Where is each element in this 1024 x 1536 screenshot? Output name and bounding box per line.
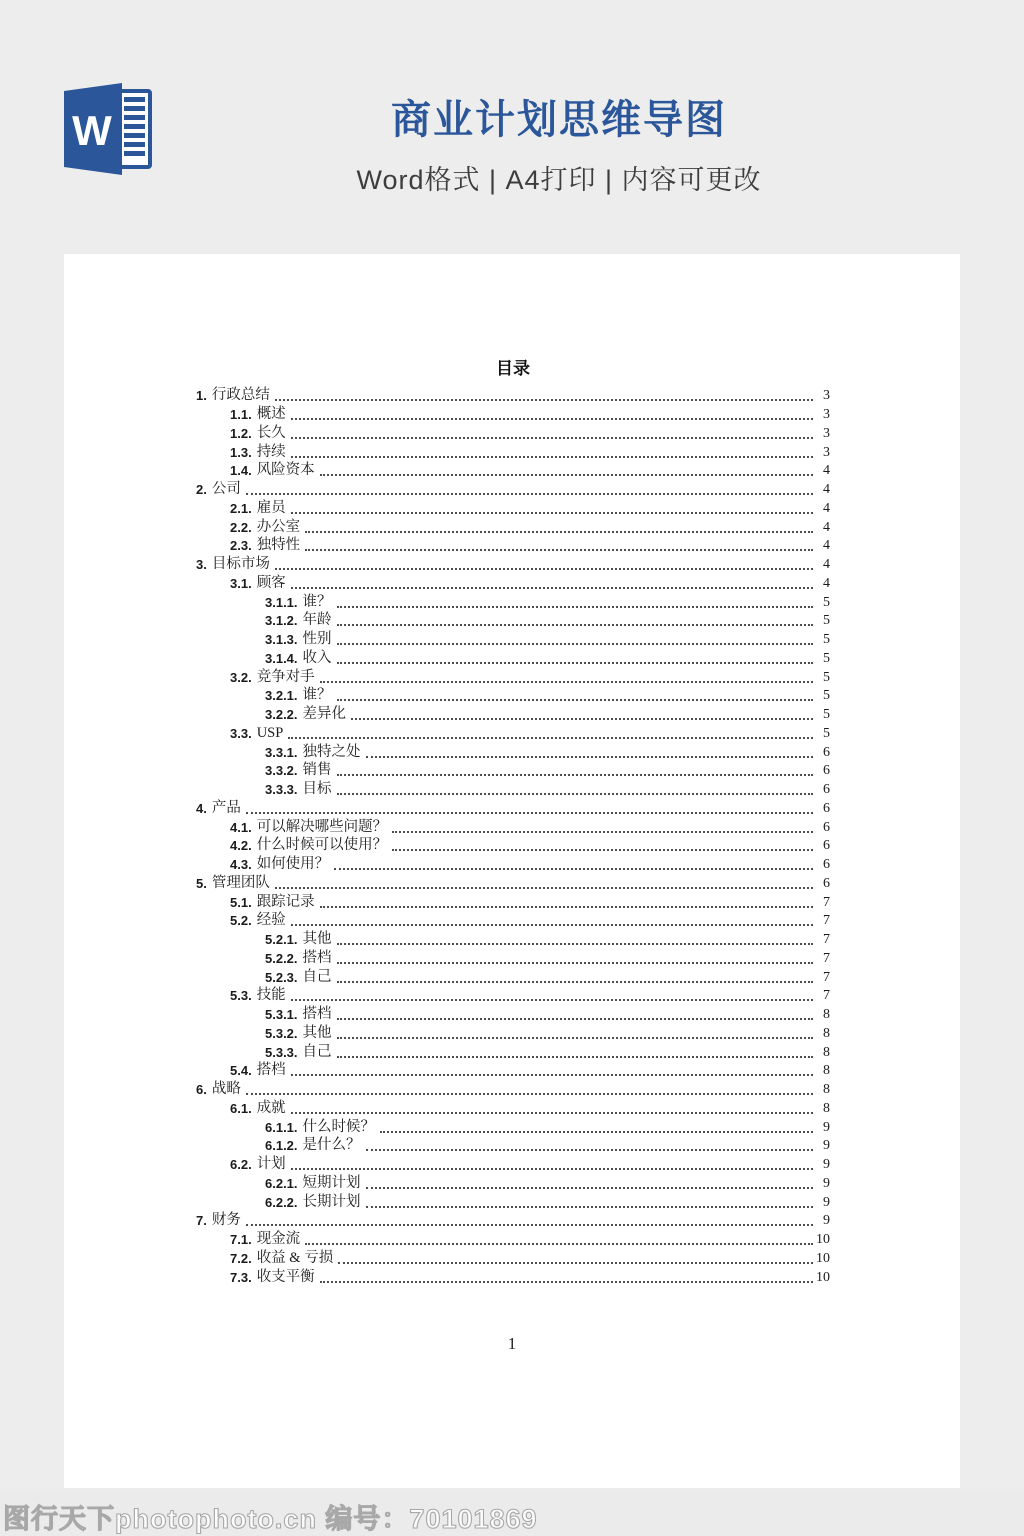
toc-entry-label: 差异化 <box>302 706 347 722</box>
toc-entry-label: 现金流 <box>256 1231 301 1247</box>
toc-entry-number: 5.2. <box>230 913 252 929</box>
toc-entry-page: 9 <box>823 1175 830 1191</box>
toc-leader-dots <box>291 1112 813 1114</box>
toc-entry-label: 竞争对手 <box>256 668 315 685</box>
page-number: 1 <box>507 1334 517 1353</box>
toc-entry <box>196 742 830 761</box>
toc-entry <box>196 1080 830 1099</box>
toc-entry <box>196 405 830 424</box>
toc-entry-page: 5 <box>823 707 830 722</box>
toc-entry-label: 如何使用？ <box>256 856 330 872</box>
toc-leader-dots <box>320 681 813 683</box>
toc-entry-label: 成就 <box>256 1099 286 1116</box>
toc-entry-page: 7 <box>823 969 830 985</box>
toc-entry <box>196 1061 830 1080</box>
toc-leader-dots <box>275 399 813 401</box>
toc-entry-number: 5.2.2. <box>265 950 298 966</box>
toc-leader-dots <box>291 456 813 458</box>
toc-entry-page: 8 <box>823 1044 830 1060</box>
toc-entry <box>196 855 830 874</box>
toc-leader-dots <box>392 831 813 833</box>
toc-entry-number: 3.3.1. <box>265 744 298 760</box>
toc-leader-dots <box>351 718 813 720</box>
toc-leader-dots <box>337 1018 813 1020</box>
toc-entry <box>196 1024 830 1043</box>
toc-entry-label: 谁？ <box>302 593 332 610</box>
toc-entry-label: 搭档 <box>302 1006 332 1022</box>
toc-leader-dots <box>291 418 813 420</box>
toc-entry-label: 经验 <box>256 912 286 929</box>
toc-entry-page: 6 <box>823 819 830 835</box>
toc-entry <box>196 574 830 593</box>
toc-entry-label: 自己 <box>302 1043 332 1060</box>
toc-entry <box>196 667 830 686</box>
toc-entry-page: 4 <box>823 482 830 497</box>
toc-entry-label: 跟踪记录 <box>256 893 315 910</box>
toc-entry-number: 7.3. <box>230 1269 252 1285</box>
toc-entry <box>196 555 830 574</box>
toc-entry-number: 5.2.1. <box>265 932 298 947</box>
toc-leader-dots <box>337 774 813 776</box>
toc-entry-number: 3.2.1. <box>265 688 298 704</box>
toc-entry <box>196 724 830 743</box>
toc-entry <box>196 1174 830 1193</box>
toc-entry <box>196 986 830 1005</box>
toc-entry-page: 5 <box>823 669 830 685</box>
toc-entry <box>196 892 830 911</box>
toc-leader-dots <box>246 812 813 814</box>
toc-entry-number: 3.3.2. <box>265 763 298 779</box>
toc-entry-page: 6 <box>823 782 830 797</box>
toc-entry-number: 1. <box>196 388 207 404</box>
toc-entry-number: 5.4. <box>230 1063 252 1079</box>
toc-entry-page: 7 <box>823 913 830 929</box>
toc-entry-page: 6 <box>823 857 830 872</box>
toc-entry-page: 8 <box>823 1025 830 1041</box>
toc-entry-label: 办公室 <box>256 518 301 535</box>
toc-entry-number: 5.1. <box>230 894 252 910</box>
page-title: 商业计划思维导图 <box>391 98 727 142</box>
toc-entry-label: 谁？ <box>302 687 332 704</box>
toc-entry-label: 收入 <box>302 649 332 666</box>
toc-leader-dots <box>288 737 813 739</box>
toc-leader-dots <box>337 943 813 945</box>
toc-leader-dots <box>337 793 813 795</box>
toc-leader-dots <box>380 1131 813 1133</box>
toc-entry-label: 长期计划 <box>302 1193 361 1210</box>
toc-entry-number: 4.3. <box>230 857 252 872</box>
toc-entry-page: 8 <box>823 1063 830 1079</box>
toc-entry-page: 6 <box>823 838 830 854</box>
toc-leader-dots <box>291 1168 813 1170</box>
toc-entry-page: 9 <box>823 1138 830 1154</box>
toc-entry-label: 性别 <box>302 631 332 647</box>
toc-leader-dots <box>337 606 813 608</box>
toc-entry <box>196 949 830 968</box>
toc-entry-number: 6.1.1. <box>265 1119 298 1135</box>
toc-entry-page: 4 <box>823 463 830 479</box>
toc-entry <box>196 686 830 705</box>
toc-leader-dots <box>305 549 813 551</box>
toc-entry-page: 10 <box>816 1232 830 1247</box>
page-subtitle: Word格式 | A4打印 | 内容可更改 <box>356 165 762 195</box>
toc-list <box>196 386 830 1286</box>
toc-entry-label: 行政总结 <box>211 387 270 404</box>
toc-entry-label: 什么时候？ <box>302 1118 376 1135</box>
toc-entry-label: 其他 <box>302 931 332 947</box>
toc-leader-dots <box>320 1281 813 1283</box>
toc-leader-dots <box>291 999 813 1001</box>
toc-entry <box>196 780 830 799</box>
toc-entry-label: 独特性 <box>256 537 301 554</box>
toc-entry-number: 3.1.2. <box>265 613 298 629</box>
toc-leader-dots <box>366 1206 813 1208</box>
toc-entry-label: 概述 <box>256 406 286 422</box>
toc-entry-page: 9 <box>823 1194 830 1210</box>
toc-entry-number: 5.3.2. <box>265 1025 298 1041</box>
toc-leader-dots <box>246 493 813 495</box>
toc-entry-label: 计划 <box>256 1156 286 1172</box>
toc-entry-number: 7.1. <box>230 1232 252 1247</box>
toc-entry-label: 顾客 <box>256 574 286 591</box>
toc-entry-label: 风险资本 <box>256 462 315 479</box>
toc-entry <box>196 761 830 780</box>
toc-leader-dots <box>246 1093 813 1095</box>
toc-entry <box>196 461 830 480</box>
toc-entry-label: 什么时候可以使用？ <box>256 837 388 854</box>
table-of-contents <box>196 354 830 1286</box>
toc-entry <box>196 424 830 443</box>
toc-entry-page: 3 <box>823 425 830 441</box>
toc-entry-number: 2.1. <box>230 500 252 516</box>
toc-leader-dots <box>291 924 813 926</box>
toc-entry-page: 5 <box>823 725 830 741</box>
toc-entry-label: 自己 <box>302 968 332 985</box>
toc-entry <box>196 611 830 630</box>
toc-leader-dots <box>337 699 813 701</box>
toc-entry <box>196 386 830 405</box>
toc-entry-number: 4. <box>196 800 207 816</box>
toc-entry-page: 3 <box>823 407 830 422</box>
toc-entry-number: 3. <box>196 557 207 572</box>
toc-entry <box>196 1005 830 1024</box>
toc-entry-label: 可以解决哪些问题？ <box>256 818 388 835</box>
toc-leader-dots <box>366 1187 813 1189</box>
toc-entry <box>196 911 830 930</box>
toc-entry <box>196 1192 830 1211</box>
toc-entry-label: 目标 <box>302 781 332 797</box>
word-w-letter: W <box>72 107 112 154</box>
toc-entry-number: 4.2. <box>230 838 252 854</box>
toc-leader-dots <box>305 531 813 533</box>
toc-entry-page: 5 <box>823 688 830 704</box>
toc-title: 目录 <box>496 359 530 378</box>
watermark-text: 图行天下photophoto.cn 编号：70101869 <box>3 1504 538 1534</box>
toc-entry-label: 收益 & 亏损 <box>256 1249 334 1266</box>
toc-entry <box>196 1155 830 1174</box>
toc-leader-dots <box>334 868 813 870</box>
toc-leader-dots <box>291 437 813 439</box>
toc-entry-label: 目标市场 <box>211 556 270 572</box>
toc-entry-label: 独特之处 <box>302 743 361 760</box>
toc-entry-label: 年龄 <box>302 612 332 629</box>
toc-entry-page: 5 <box>823 632 830 647</box>
toc-entry-number: 1.2. <box>230 425 252 441</box>
toc-entry-label: 管理团队 <box>211 874 270 891</box>
toc-entry <box>196 592 830 611</box>
toc-entry-number: 5.3. <box>230 988 252 1004</box>
toc-leader-dots <box>320 906 813 908</box>
toc-leader-dots <box>275 887 813 889</box>
toc-entry-page: 5 <box>823 650 830 666</box>
toc-entry-page: 5 <box>823 594 830 610</box>
toc-entry-label: USP <box>256 724 284 741</box>
toc-entry-page: 7 <box>823 932 830 947</box>
toc-leader-dots <box>338 1262 813 1264</box>
toc-entry-label: 持续 <box>256 443 286 460</box>
toc-entry-label: 是什么？ <box>302 1137 361 1154</box>
toc-entry-page: 6 <box>823 875 830 891</box>
toc-entry-number: 6.1.2. <box>265 1138 298 1154</box>
toc-entry-number: 1.1. <box>230 407 252 422</box>
toc-entry-page: 6 <box>823 744 830 760</box>
toc-entry <box>196 967 830 986</box>
toc-entry <box>196 536 830 555</box>
toc-leader-dots <box>337 1056 813 1058</box>
toc-entry-number: 6.2.1. <box>265 1175 298 1191</box>
toc-entry-number: 5.3.3. <box>265 1044 298 1060</box>
toc-entry-page: 7 <box>823 950 830 966</box>
toc-entry-page: 6 <box>823 763 830 779</box>
toc-entry-number: 3.1. <box>230 575 252 591</box>
toc-entry-number: 1.3. <box>230 444 252 460</box>
toc-leader-dots <box>366 756 813 758</box>
toc-entry <box>196 1117 830 1136</box>
toc-leader-dots <box>337 1037 813 1039</box>
toc-entry-page: 7 <box>823 894 830 910</box>
toc-leader-dots <box>246 1224 813 1226</box>
toc-leader-dots <box>320 474 813 476</box>
toc-leader-dots <box>275 568 813 570</box>
toc-entry-label: 技能 <box>256 987 286 1004</box>
toc-entry-number: 7.2. <box>230 1250 252 1266</box>
toc-entry-page: 10 <box>816 1250 830 1266</box>
toc-entry-page: 10 <box>816 1269 830 1285</box>
toc-entry-number: 6.1. <box>230 1100 252 1116</box>
toc-leader-dots <box>337 624 813 626</box>
toc-entry-page: 5 <box>823 613 830 629</box>
toc-leader-dots <box>337 662 813 664</box>
toc-entry-label: 雇员 <box>256 499 286 516</box>
toc-entry-label: 其他 <box>302 1024 332 1041</box>
toc-entry <box>196 1042 830 1061</box>
toc-entry-number: 5. <box>196 875 207 891</box>
toc-entry-page: 9 <box>823 1213 830 1229</box>
toc-entry <box>196 1099 830 1118</box>
toc-entry-label: 销售 <box>302 762 332 779</box>
toc-entry-label: 搭档 <box>302 949 332 966</box>
toc-entry-label: 搭档 <box>256 1062 286 1079</box>
toc-leader-dots <box>366 1149 813 1151</box>
toc-leader-dots <box>291 1074 813 1076</box>
toc-leader-dots <box>392 849 813 851</box>
toc-leader-dots <box>291 512 813 514</box>
toc-entry-number: 3.2. <box>230 669 252 685</box>
toc-entry-page: 7 <box>823 988 830 1004</box>
toc-entry-label: 财务 <box>211 1212 241 1229</box>
toc-leader-dots <box>337 962 813 964</box>
toc-entry <box>196 705 830 724</box>
toc-entry-page: 8 <box>823 1100 830 1116</box>
toc-entry-number: 5.3.1. <box>265 1007 298 1022</box>
toc-entry-number: 3.2.2. <box>265 707 298 722</box>
toc-entry-page: 4 <box>823 519 830 535</box>
toc-leader-dots <box>305 1243 813 1245</box>
toc-entry-number: 2. <box>196 482 207 497</box>
footer-strip <box>0 1489 1024 1536</box>
header <box>94 88 1024 197</box>
toc-entry <box>196 1267 830 1286</box>
toc-entry-number: 6.2.2. <box>265 1194 298 1210</box>
toc-entry-page: 4 <box>823 500 830 516</box>
toc-entry-number: 6.2. <box>230 1157 252 1172</box>
toc-entry-page: 9 <box>823 1119 830 1135</box>
toc-entry-number: 3.1.4. <box>265 650 298 666</box>
toc-entry-number: 3.1.3. <box>265 632 298 647</box>
toc-entry <box>196 1136 830 1155</box>
toc-entry <box>196 630 830 649</box>
toc-entry-page: 4 <box>823 538 830 554</box>
toc-entry-number: 3.1.1. <box>265 594 298 610</box>
toc-entry-label: 产品 <box>211 799 241 816</box>
toc-entry-label: 收支平衡 <box>256 1268 315 1285</box>
toc-leader-dots <box>337 643 813 645</box>
toc-entry-number: 3.3.3. <box>265 782 298 797</box>
toc-entry-page: 3 <box>823 388 830 404</box>
toc-entry-page: 9 <box>823 1157 830 1172</box>
toc-entry <box>196 480 830 499</box>
toc-entry-page: 4 <box>823 575 830 591</box>
toc-entry-number: 5.2.3. <box>265 969 298 985</box>
toc-entry-number: 7. <box>196 1213 207 1229</box>
toc-entry-label: 战略 <box>211 1081 241 1097</box>
toc-entry-page: 4 <box>823 557 830 572</box>
toc-entry-number: 1.4. <box>230 463 252 479</box>
toc-entry-page: 8 <box>823 1007 830 1022</box>
toc-entry-number: 6. <box>196 1082 207 1097</box>
toc-entry-number: 2.3. <box>230 538 252 554</box>
toc-entry-label: 长久 <box>256 424 286 441</box>
toc-entry-page: 8 <box>823 1082 830 1097</box>
toc-entry-page: 3 <box>823 444 830 460</box>
document-page <box>64 254 960 1488</box>
toc-entry-label: 短期计划 <box>302 1174 361 1191</box>
toc-leader-dots <box>291 587 813 589</box>
toc-entry-page: 6 <box>823 800 830 816</box>
toc-entry-number: 3.3. <box>230 725 252 741</box>
toc-leader-dots <box>337 981 813 983</box>
toc-entry-number: 4.1. <box>230 819 252 835</box>
toc-entry-number: 2.2. <box>230 519 252 535</box>
toc-entry-label: 公司 <box>211 481 241 497</box>
toc-entry <box>196 930 830 949</box>
